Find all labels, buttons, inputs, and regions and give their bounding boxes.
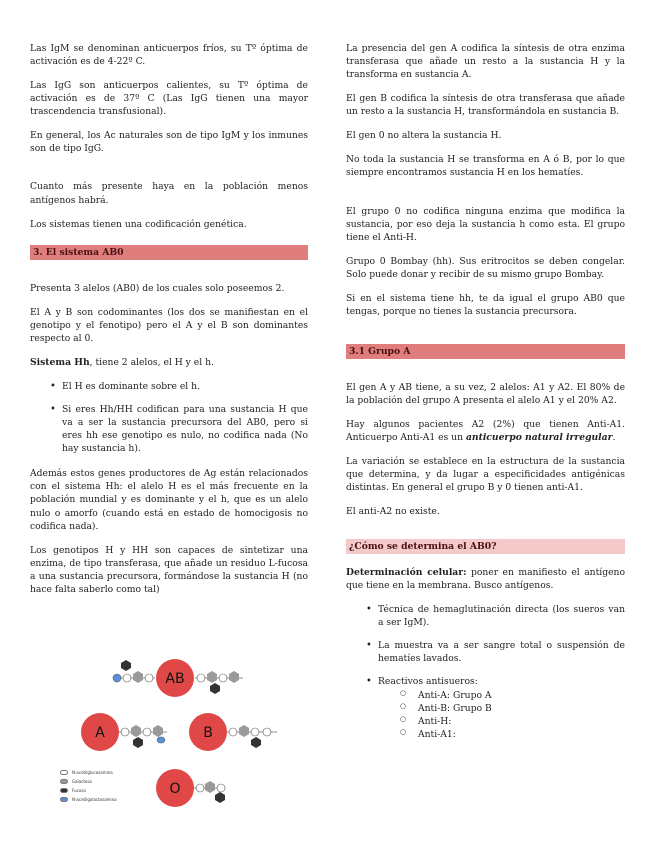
light-sugar-icon [196,784,204,792]
blue-sugar-icon [113,674,121,682]
antisueros-sublist [378,689,625,741]
dark-sugar-icon [121,660,131,671]
paragraph-gen-a: La presencia del gen A codifica la síntesis de otra enzima transferasa que añade un resto a la sustancia H y la transforma en sustancia A. [346,43,625,81]
paragraph-sistema-hh [30,356,308,369]
light-sugar-icon [121,728,129,736]
gray-sugar-icon [205,781,215,793]
paragraph-igg: Las IgG son anticuerpos calientes, su Tº óptima de activación es de 37º C (Las IgG tienen una mayor trascendencia transfusional). [30,80,308,118]
paragraph-bombay: Grupo 0 Bombay (hh). Sus eritrocitos se deben congelar. Solo puede donar y recibir de su mismo grupo Bombay. [346,255,625,280]
gray-sugar-icon [229,671,239,683]
light-sugar-icon [123,674,131,682]
paragraph-variacion: La variación se establece en la estructura de la sustancia que determina, y da lugar a especificidades antigénicas distintas. En general el grupo B y 0 tienen anti-A1. [346,456,625,494]
diagram-legend [60,768,117,804]
paragraph-codominantes: El A y B son codominantes (los dos se manifiestan en el genotipo y el fenotipo) pero el A y el B son dominantes respecto al 0. [30,306,308,344]
dark-sugar-icon [210,683,220,694]
paragraph-gen-0: El gen 0 no altera la sustancia H. [346,130,502,142]
list-item: • La muestra va a ser sangre total o suspensión de hematíes lavados. [366,639,625,665]
blue-sugar-icon [157,737,165,743]
section-heading-determinacion: ¿Cómo se determina el AB0? [346,539,625,554]
gray-sugar-icon [153,725,163,737]
b-label: B [203,725,213,741]
light-sugar-icon [197,674,205,682]
paragraph-ac-naturales: En general, los Ac naturales son de tipo IgM y los inmunes son de tipo IgG. [30,130,308,155]
determinacion-bullet-list [346,603,625,742]
hh-bullet-list [30,380,308,455]
o-label: O [169,781,181,797]
b-antigen-group [189,713,277,751]
determinacion-bold: Determinación celular: [346,566,467,578]
section-heading-grupo-a: 3.1 Grupo A [346,344,625,359]
left-column [30,42,308,607]
paragraph-anti-a1: Hay algunos pacientes A2 (2%) que tienen Anti-A1. Anticuerpo Anti-A1 es un anticuerpo natural irregular. [346,419,625,444]
paragraph-hh: Si en el sistema tiene hh, te da igual el grupo AB0 que tengas, porque no tienes la sustancia precursora. [346,292,625,317]
ab-antigen-group [113,659,243,697]
list-item: • Si eres Hh/HH codifican para una sustancia H que va a ser la sustancia precursora del AB0, pero si eres hh ese genotipo es nulo, no codifica nada (No hay sustancia h). [50,403,308,455]
gray-sugar-icon [133,671,143,683]
sub-list-item: ○ Anti-B: Grupo B [400,702,625,715]
list-item: • Técnica de hemaglutinación directa (los sueros van a ser IgM). [366,603,625,629]
paragraph-genes-productores: Además estos genes productores de Ag están relacionados con el sistema Hh: el alelo H es el más frecuente en la población mundial y es dominante y el h, que es un alelo nulo o amorfo (cuando está en estado de homocigosis no codifica nada). [30,468,308,532]
light-sugar-icon [143,728,151,736]
list-item: • Reactivos antisueros: ○ Anti-A: Grupo A ○ Anti-B: Grupo B ○ Anti-H: ○ Anti-A1: [366,675,625,741]
light-sugar-icon [251,728,259,736]
paragraph-codificacion: Los sistemas tienen una codificación genética. [30,218,247,230]
paragraph-sustancia-h: No toda la sustancia H se transforma en A ó B, por lo que siempre encontramos sustancia H en los hematíes. [346,154,625,179]
paragraph-poblacion: Cuanto más presente haya en la población menos antígenos habrá. [30,181,308,206]
light-sugar-icon [217,784,225,792]
light-sugar-icon [229,728,237,736]
anticuerpo-irregular-emphasis: anticuerpo natural irregular [465,432,613,444]
paragraph-grupo-0: El grupo 0 no codifica ninguna enzima que modifica la sustancia, por eso deja la sustancia h como esta. El grupo tiene el Anti-H. [346,205,625,243]
paragraph-gen-b: El gen B codifica la síntesis de otra transferasa que añade un resto a la sustancia H, transformándola en sustancia B. [346,93,625,118]
paragraph-igm: Las IgM se denominan anticuerpos fríos, su Tº óptima de activación es de 4-22º C. [30,43,308,68]
paragraph-alelos: Presenta 3 alelos (AB0) de los cuales solo poseemos 2. [30,282,285,294]
section-heading-ab0: 3. El sistema AB0 [30,245,308,260]
legend-item: Galactosa [60,777,117,786]
gray-sugar-icon [131,725,141,737]
legend-item: N-acetilgalactosamina [60,795,117,804]
paragraph-alelos-a1-a2: El gen A y AB tiene, a su vez, 2 alelos: A1 y A2. El 80% de la población del grupo A presenta el alelo A1 y el 20% A2. [346,382,625,407]
a-label: A [95,725,105,741]
light-sugar-icon [219,674,227,682]
paragraph-determinacion-celular: Determinación celular: poner en manifiesto el antígeno que tiene en la membrana. Busco antígenos. [346,566,625,591]
a-antigen-group [81,713,167,751]
sub-list-item: ○ Anti-A1: [400,728,625,741]
dark-sugar-icon [251,737,261,748]
paragraph-anti-a2: El anti-A2 no existe. [346,506,440,518]
list-item: • El H es dominante sobre el h. [50,380,308,393]
gray-sugar-icon [239,725,249,737]
gray-sugar-icon [207,671,217,683]
right-column [346,42,625,753]
sistema-hh-text: , tiene 2 alelos, el H y el h. [89,356,214,368]
sub-list-item: ○ Anti-H: [400,715,625,728]
light-sugar-icon [145,674,153,682]
ab-label: AB [165,671,185,687]
paragraph-genotipos: Los genotipos H y HH son capaces de sintetizar una enzima, de tipo transferasa, que añade un residuo L-fucosa a una sustancia precursora, formándose la sustancia H (no hace falta saberlo como tal) [30,544,308,595]
dark-sugar-icon [133,737,143,748]
light-sugar-icon [263,728,271,736]
o-antigen-group [156,769,225,807]
legend-item: Fucosa [60,786,117,795]
dark-sugar-icon [215,792,225,803]
sistema-hh-bold: Sistema Hh [30,356,90,368]
legend-item: N-acetilglucosamina [60,768,117,777]
sub-list-item: ○ Anti-A: Grupo A [400,689,625,702]
